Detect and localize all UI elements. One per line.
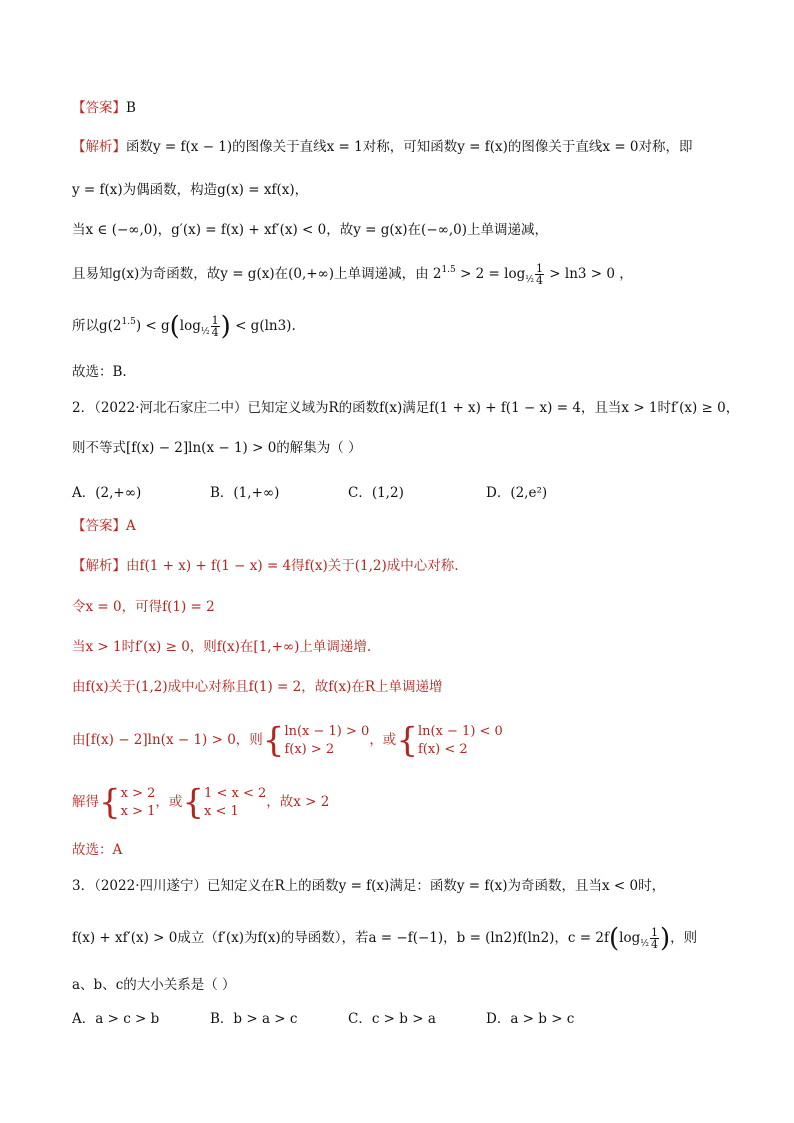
q2-answer-tag: 【答案】: [72, 518, 126, 534]
left-brace: {: [182, 782, 205, 823]
q2-analysis-line3: 当x > 1时f′(x) ≥ 0，则f(x)在[1,+∞)上单调递增.: [72, 639, 372, 655]
case-bottom: x < 1: [204, 803, 239, 819]
q1-analysis-line1: [72, 137, 693, 157]
q2-option-b: B．(1,+∞): [210, 485, 280, 501]
q1-line4-a: 且易知g(x)为奇函数，故y = g(x)在(0,+∞)上单调递减，由 2: [72, 266, 442, 282]
q1-line5-exponent: 1.5: [121, 317, 136, 327]
case-bottom: x > 1: [120, 803, 156, 819]
q2-line5-pre: 由[f(x) − 2]ln(x − 1) > 0，则: [72, 732, 263, 748]
paren-left: (: [169, 311, 180, 342]
q1-analysis-line5: [72, 312, 296, 342]
q1-line5-log-base: ½: [200, 327, 210, 337]
q3-stem-line1: 3．（2022·四川遂宁）已知定义在R上的函数y = f(x)满足：函数y = f(x)为奇函数，且当x < 0时，: [72, 878, 666, 894]
case-system-3: [121, 785, 156, 821]
case-top: 1 < x < 2: [204, 785, 267, 801]
left-brace: {: [396, 720, 418, 761]
q2-line6-post: ，故x > 2: [266, 794, 330, 810]
q1-analysis-text1: 函数y = f(x − 1)的图像关于直线x = 1对称，可知函数y = f(x)的图像关于直线x = 0对称，即: [126, 139, 693, 155]
q2-line6-pre: 解得: [72, 794, 99, 810]
case-system-1: [284, 723, 369, 759]
q2-analysis-line4: 由f(x)关于(1,2)成中心对称且f(1) = 2，故f(x)在R上单调递增: [72, 679, 443, 695]
q1-line4-fraction: [535, 263, 544, 286]
q2-analysis-line5: [72, 720, 503, 760]
q2-conclusion: 故选：A: [72, 842, 123, 858]
q3-stem-line2: [72, 923, 698, 954]
q1-answer-value: B: [126, 100, 136, 116]
fraction-numerator: 1: [650, 926, 658, 939]
q3-fraction: [650, 927, 659, 950]
fraction-numerator: 1: [535, 262, 543, 275]
case-top: x > 2: [120, 785, 156, 801]
q3-stem-line3: a、b、c的大小关系是（ ）: [72, 977, 236, 993]
q2-line5-mid: ，或: [369, 732, 397, 748]
paren-right: ): [220, 311, 231, 342]
q1-line5-d: < g(ln3).: [230, 318, 296, 334]
q1-line5-a: 所以g(2: [72, 318, 122, 334]
fraction-denominator: 4: [650, 938, 658, 951]
q2-option-a: A．(2,+∞): [72, 485, 142, 501]
q2-analysis-line6: [72, 782, 329, 822]
q2-analysis-line1: [72, 556, 459, 576]
q3-option-c: C．c > b > a: [348, 1011, 436, 1027]
paren-left: (: [608, 923, 620, 954]
case-system-2: [418, 723, 503, 759]
q1-line4-c: > ln3 > 0 ，: [544, 266, 633, 282]
q2-answer-line: [72, 516, 136, 536]
q2-analysis-tag: 【解析】: [72, 558, 126, 574]
q3-stem2-b: ，则: [670, 930, 698, 946]
q1-line4-b: > 2 = log: [455, 266, 526, 282]
fraction-numerator: 1: [211, 314, 219, 327]
paren-right: ): [659, 923, 671, 954]
q1-answer-line: [72, 98, 136, 118]
q1-conclusion: 故选：B.: [72, 364, 127, 380]
q2-answer-value: A: [126, 518, 136, 534]
q1-analysis-line2: y = f(x)为偶函数，构造g(x) = xf(x)，: [72, 182, 309, 198]
left-brace: {: [99, 782, 121, 823]
q1-analysis-tag: 【解析】: [72, 139, 126, 155]
q2-line6-mid: ，或: [155, 794, 183, 810]
q3-stem2-a: f(x) + xf′(x) > 0成立（f′(x)为f(x)的导函数），若a = −f(−1)，b = (ln2)f(ln2)，c = 2f: [72, 930, 609, 946]
case-bottom: f(x) > 2: [284, 741, 335, 757]
q2-analysis-line2: 令x = 0，可得f(1) = 2: [72, 599, 215, 615]
q1-line5-b: ) < g: [135, 318, 170, 334]
fraction-denominator: 4: [211, 326, 219, 339]
fraction-denominator: 4: [535, 274, 543, 287]
q3-log-base: ½: [640, 939, 649, 949]
q2-stem-line2: 则不等式[f(x) − 2]ln(x − 1) > 0的解集为（ ）: [72, 440, 362, 456]
q3-option-b: B．b > a > c: [210, 1011, 298, 1027]
case-bottom: f(x) < 2: [417, 741, 468, 757]
q2-option-d: D．(2,e²): [486, 485, 548, 501]
q3-option-d: D．a > b > c: [486, 1011, 575, 1027]
q1-line4-exponent: 1.5: [441, 265, 456, 275]
q1-line4-log-base: ½: [525, 275, 534, 285]
q1-answer-tag: 【答案】: [72, 100, 126, 116]
q1-line5-fraction: [211, 315, 220, 338]
q3-option-a: A．a > c > b: [72, 1011, 160, 1027]
q1-line5-c: log: [179, 318, 201, 334]
q2-stem-line1: 2．（2022·河北石家庄二中）已知定义域为R的函数f(x)满足f(1 + x) + f(1 − x) = 4，且当x > 1时f′(x) ≥ 0，: [72, 400, 740, 416]
case-top: ln(x − 1) > 0: [284, 723, 370, 739]
q2-analysis-text1: 由f(1 + x) + f(1 − x) = 4得f(x)关于(1,2)成中心对称.: [126, 558, 459, 574]
q1-analysis-line4: [72, 260, 633, 290]
case-system-4: [204, 785, 266, 821]
left-brace: {: [262, 720, 285, 761]
case-top: ln(x − 1) < 0: [417, 723, 503, 739]
q3-stem2-log: log: [619, 930, 641, 946]
q1-analysis-line3: 当x ∈ (−∞,0)，g′(x) = f(x) + xf′(x) < 0，故y = g(x)在(−∞,0)上单调递减，: [72, 222, 549, 238]
q2-option-c: C．(1,2): [348, 485, 404, 501]
